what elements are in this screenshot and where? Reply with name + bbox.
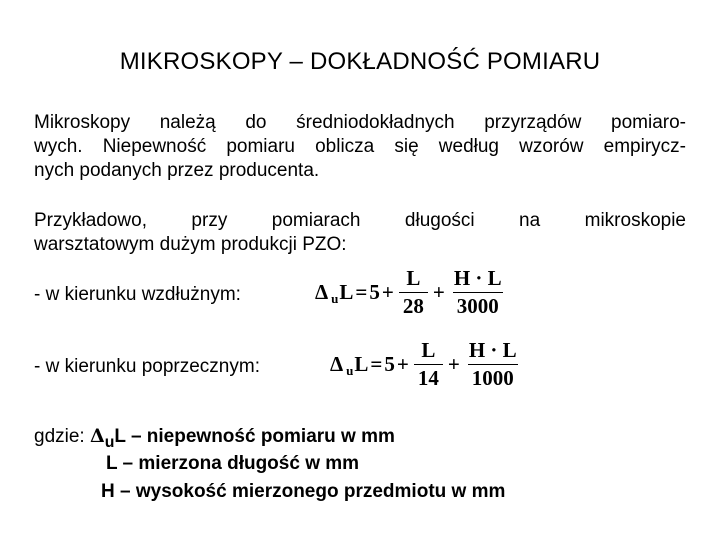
fraction-numerator: H · L bbox=[453, 266, 502, 290]
formula-variable: L bbox=[339, 280, 354, 304]
fraction-denominator: 14 bbox=[414, 364, 443, 391]
formula-plus: + bbox=[381, 280, 394, 304]
legend-description: – niepewność pomiaru w mm bbox=[125, 426, 395, 447]
fraction-denominator: 28 bbox=[399, 292, 428, 319]
intro-line: Mikroskopy należą do średniodokładnych przyrządów pomiaro- bbox=[34, 112, 686, 133]
page-title: MIKROSKOPY – DOKŁADNOŚĆ POMIARU bbox=[119, 48, 601, 75]
formula-subscript: u bbox=[331, 290, 339, 306]
formula-plus: + bbox=[447, 352, 460, 376]
longitudinal-formula bbox=[313, 266, 509, 319]
legend-description: – mierzona długość w mm bbox=[117, 453, 360, 474]
delta-symbol: Δ bbox=[330, 352, 344, 376]
delta-symbol: Δ bbox=[89, 425, 105, 447]
legend-description: – wysokość mierzonego przedmiotu w mm bbox=[114, 481, 506, 502]
delta-symbol: Δ bbox=[315, 280, 329, 304]
example-line: warsztatowym dużym produkcji PZO: bbox=[34, 234, 347, 255]
fraction-numerator: L bbox=[421, 338, 436, 362]
formula-plus: + bbox=[432, 280, 445, 304]
legend-line-delta bbox=[34, 424, 395, 455]
fraction-numerator: L bbox=[406, 266, 421, 290]
legend-variable: L bbox=[114, 426, 126, 447]
formula-subscript: u bbox=[346, 362, 354, 378]
formula-equals: = bbox=[370, 352, 383, 376]
legend-symbol: L bbox=[106, 453, 118, 474]
fraction-denominator: 1000 bbox=[468, 364, 518, 391]
fraction-hl-over-3000 bbox=[450, 266, 506, 319]
legend-symbol: H bbox=[101, 481, 115, 502]
intro-paragraph bbox=[34, 111, 686, 183]
fraction-l-over-28 bbox=[399, 266, 428, 319]
fraction-numerator: H · L bbox=[468, 338, 517, 362]
formula-constant: 5 bbox=[384, 352, 395, 376]
legend-subscript: u bbox=[104, 433, 115, 451]
legend-line-h bbox=[101, 480, 505, 504]
formula-equals: = bbox=[355, 280, 368, 304]
legend-prefix: gdzie: bbox=[34, 426, 90, 447]
longitudinal-label: - w kierunku wzdłużnym: bbox=[34, 284, 241, 305]
formula-plus: + bbox=[396, 352, 409, 376]
example-paragraph bbox=[34, 209, 686, 257]
example-line: Przykładowo, przy pomiarach długości na mikroskopie bbox=[34, 210, 686, 231]
formula-variable: L bbox=[354, 352, 369, 376]
transverse-formula bbox=[328, 338, 524, 391]
intro-line: wych. Niepewność pomiaru oblicza się według wzorów empirycz- bbox=[34, 136, 686, 157]
fraction-hl-over-1000 bbox=[465, 338, 521, 391]
formula-constant: 5 bbox=[369, 280, 380, 304]
fraction-l-over-14 bbox=[414, 338, 443, 391]
fraction-denominator: 3000 bbox=[453, 292, 503, 319]
legend-line-l bbox=[106, 452, 359, 476]
intro-line: nych podanych przez producenta. bbox=[34, 160, 320, 181]
transverse-label: - w kierunku poprzecznym: bbox=[34, 356, 260, 377]
